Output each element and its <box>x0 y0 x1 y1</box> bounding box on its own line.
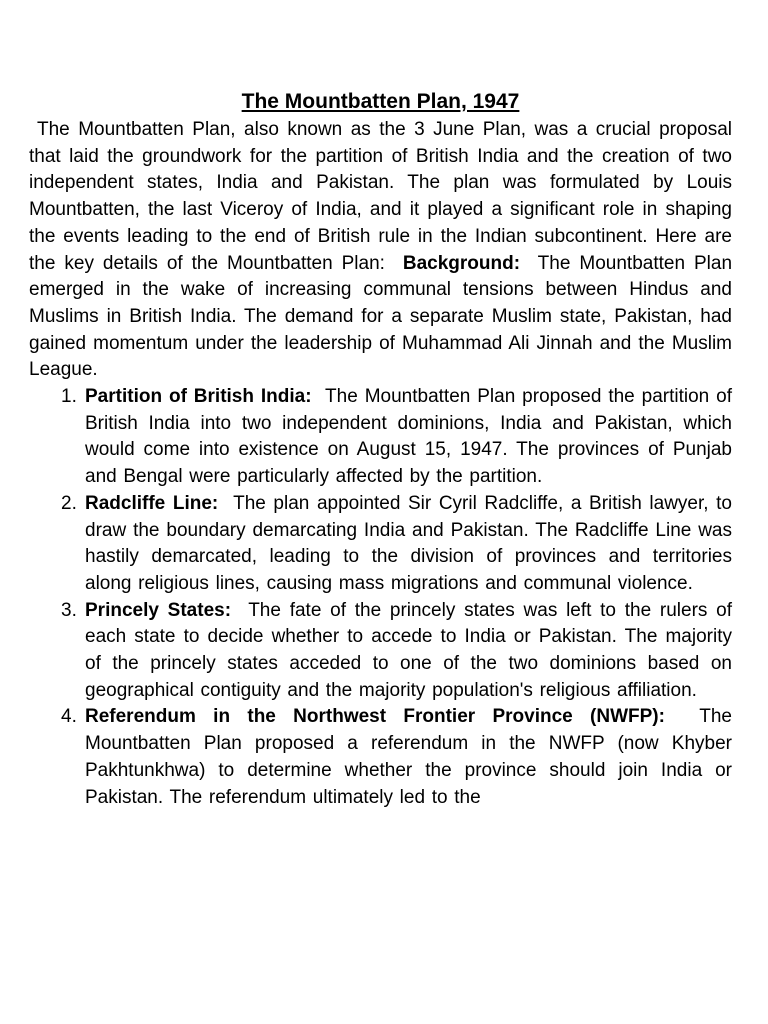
intro-text: The Mountbatten Plan, also known as the 3 June Plan, was a crucial proposal that laid the groundwork for the partition of British India and the creation of two independent states, India and Pakistan. The plan was formulated by Louis Mountbatten, the last Viceroy of India, and it played a significant role in shaping the events leading to the end of British rule in the Indian subcontinent. Here are the key details of the Mountbatten Plan: <box>29 119 732 274</box>
list-item-text: The plan appointed Sir Cyril Radcliffe, a British lawyer, to draw the boundary demarcating India and Pakistan. The Radcliffe Line was hastily demarcated, leading to the division of provinces and territories along religious lines, causing mass migrations and communal violence. <box>85 492 732 594</box>
list-item-number: 4. <box>61 706 77 728</box>
page-title: The Mountbatten Plan, 1947 <box>241 90 520 113</box>
background-heading: Background: <box>402 252 521 274</box>
list-item <box>61 598 733 705</box>
intro-paragraph <box>29 117 732 384</box>
list-item-text: The Mountbatten Plan proposed a referendum in the NWFP (now Khyber Pakhtunkhwa) to determine whether the province should join India or Pakistan. The referendum ultimately led to the <box>85 706 732 808</box>
list-item <box>61 384 732 491</box>
list-item <box>61 704 732 811</box>
list-item-number: 2. <box>61 492 77 514</box>
list-item-heading: Partition of British India: <box>85 386 312 408</box>
key-points-list <box>29 384 732 811</box>
list-item-number: 1. <box>61 386 77 408</box>
list-item-heading: Princely States: <box>85 599 232 621</box>
list-item <box>61 491 732 598</box>
background-text: The Mountbatten Plan emerged in the wake of increasing communal tensions between Hindus and Muslims in British India. The demand for a separate Muslim state, Pakistan, had gained momentum under the leadership of Muhammad Ali Jinnah and the Muslim League. <box>29 252 733 381</box>
list-item-number: 3. <box>61 599 77 621</box>
list-item-text: The Mountbatten Plan proposed the partition of British India into two independent dominions, India and Pakistan, which would come into existence on August 15, 1947. The provinces of Punjab and Bengal were particularly affected by the partition. <box>85 386 732 488</box>
list-item-heading: Radcliffe Line: <box>85 492 219 514</box>
list-item-text: The fate of the princely states was left to the rulers of each state to decide whether to accede to India or Pakistan. The majority of the princely states acceded to one of the two dominions based on geographical contiguity and the majority population's religious affiliation. <box>85 599 733 701</box>
list-item-heading: Referendum in the Northwest Frontier Province (NWFP): <box>85 706 665 728</box>
